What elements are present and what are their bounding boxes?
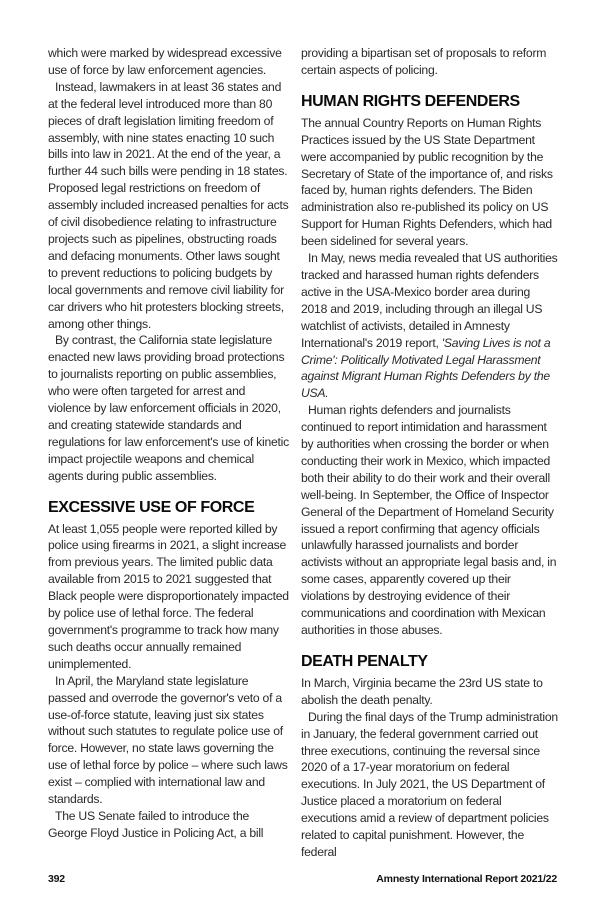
page-number: 392 [48, 873, 65, 885]
footer-report-title: Amnesty International Report 2021/22 [376, 873, 557, 885]
paragraph [48, 79, 289, 333]
body-text: Human rights defenders and journalists continued to report intimidation and harassment by authorities when crossing the border or when conducting their work in Mexico, which impacted both their ability to do their work and their overall well-being. In September, the Office of Inspector General of the Department of Homeland Security issued a report confirming that agency officials unlawfully harassed journalists and border activists without an appropriate legal basis and, in some cases, apparently covered up their violations by destroying evidence of their communications and coordination with Mexican authorities in those abuses. [301, 403, 557, 637]
section-heading: HUMAN RIGHTS DEFENDERS [301, 92, 520, 110]
body-text: Instead, lawmakers in at least 36 states and at the federal level introduced more than 80 pieces of draft legislation limiting freedom of assembly, with nine states enacting 10 such bills into law in 2021. At the end of the year, a further 44 such bills were pending in 18 states. Proposed legal restrictions on freedom of assembly included increased penalties for acts of civil disobedience relating to infrastructure projects such as pipelines, obstructing roads and defacing monuments. Other laws sought to prevent reductions to policing budgets by local governments and remove civil liability for car drivers who hit protesters blocking streets, among other things. [48, 79, 289, 331]
paragraph [48, 332, 289, 484]
italic-title-text: 'Saving Lives is not a Crime': Politically Motivated Legal Harassment against Migrant Human Rights Defenders by the USA. [301, 335, 551, 401]
body-text: In April, the Maryland state legislature passed and overrode the governor's veto of a use-of-force statute, leaving just six states without such statutes to regulate police use of force. However, no state laws governing the use of lethal force by police – where such laws exist – complied with international law and standards. [48, 673, 288, 807]
body-text: At least 1,055 people were reported killed by police using firearms in 2021, a slight increase from previous years. The limited public data available from 2015 to 2021 suggested that Black people were disproportionately impacted by police use of lethal force. The federal government's programme to track how many such deaths occur annually remained unimplemented. [48, 521, 289, 671]
right-text-column [301, 45, 558, 861]
page-footer [48, 873, 557, 885]
section-heading: EXCESSIVE USE OF FORCE [48, 498, 255, 516]
paragraph [301, 115, 558, 250]
paragraph [48, 521, 289, 673]
body-text: providing a bipartisan set of proposals to reform certain aspects of policing. [301, 46, 547, 77]
paragraph [48, 673, 289, 808]
left-text-column [48, 45, 289, 842]
body-text: The US Senate failed to introduce the George Floyd Justice in Policing Act, a bill [48, 808, 264, 840]
body-text: In May, news media revealed that US authorities tracked and harassed human rights defenders active in the USA-Mexico border area during 2018 and 2019, including through an illegal US watchlist of activists, detailed in Amnesty International's 2019 report, [301, 251, 558, 350]
body-text: The annual Country Reports on Human Rights Practices issued by the US State Department were accompanied by public recognition by the Secretary of State of the importance of, and risks faced by, human rights defenders. The Biden administration also re-published its policy on US Support for Human Rights Defenders, which had been sidelined for several years. [301, 115, 553, 249]
paragraph [301, 250, 558, 402]
paragraph [301, 402, 558, 639]
paragraph [301, 45, 558, 79]
paragraph [301, 709, 558, 861]
paragraph [48, 808, 289, 842]
body-text: In March, Virginia became the 23rd US state to abolish the death penalty. [301, 675, 543, 707]
section-heading: DEATH PENALTY [301, 652, 428, 670]
body-text: By contrast, the California state legislature enacted new laws providing broad protections to journalists reporting on public assemblies, who were often targeted for arrest and violence by law enforcement officials in 2020, and creating statewide standards and regulations for law enforcement's use of kinetic impact projectile weapons and chemical agents during public assemblies. [48, 333, 289, 483]
body-text: During the final days of the Trump administration in January, the federal government carried out three executions, continuing the reversal since 2020 of a 17-year moratorium on federal executions. In July 2021, the US Department of Justice placed a moratorium on federal executions amid a review of department policies related to capital punishment. However, the federal [301, 709, 558, 859]
paragraph [48, 45, 289, 79]
body-text: which were marked by widespread excessive use of force by law enforcement agencies. [48, 46, 282, 77]
paragraph [301, 675, 558, 709]
